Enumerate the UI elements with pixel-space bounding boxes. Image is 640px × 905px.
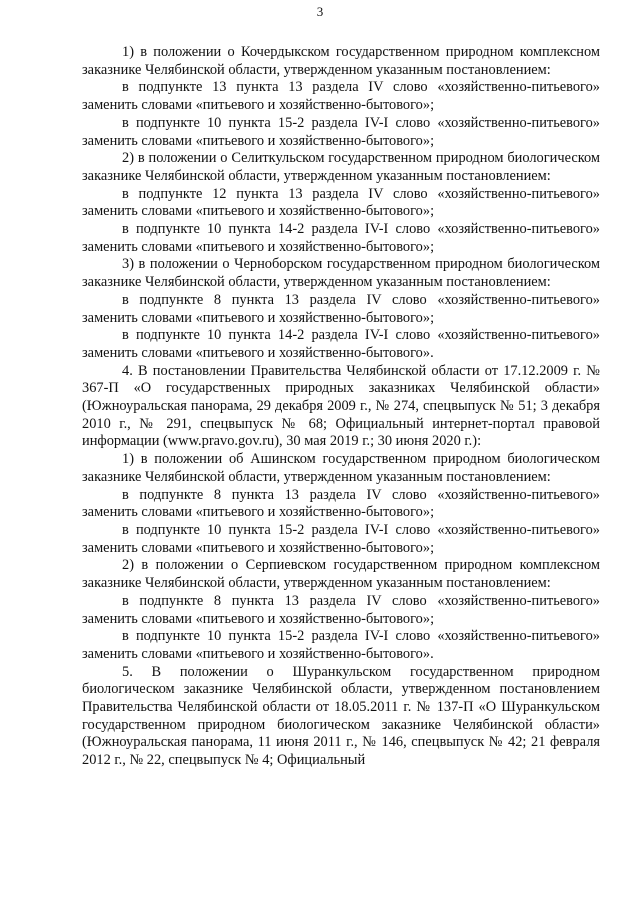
section-4-resolution: 4. В постановлении Правительства Челябинской области от 17.12.2009 г. № 367-П «О государственных природных заказниках Челябинской области» (Южноуральская панорама, 29 декабря 2009 г., № 274, спецвыпуск № 51; 3 декабря 2010 г., № 291, спецвыпуск № 68; Официальный интернет-портал правовой информации (www.pravo.gov.ru), 30 мая 2019 г.; 30 июня 2020 г.):	[82, 362, 600, 450]
section-4-item-2-amend-a: в подпункте 8 пункта 13 раздела IV слово «хозяйственно-питьевого» заменить словами «питьевого и хозяйственно-бытового»;	[82, 592, 600, 627]
paragraph-2-selitkul-intro: 2) в положении о Селиткульском государственном природном биологическом заказнике Челябинской области, утвержденном указанным постановлением:	[82, 150, 600, 184]
paragraph-3-amend-b: в подпункте 10 пункта 14-2 раздела IV-I слово «хозяйственно-питьевого» заменить словами «питьевого и хозяйственно-бытового».	[82, 327, 600, 361]
paragraph-1-amend-a: в подпункте 13 пункта 13 раздела IV слово «хозяйственно-питьевого» заменить словами «питьевого и хозяйственно-бытового»;	[82, 79, 600, 114]
section-4-item-2-amend-b: в подпункте 10 пункта 15-2 раздела IV-I слово «хозяйственно-питьевого» заменить словами «питьевого и хозяйственно-бытового».	[82, 628, 600, 662]
paragraph-3-amend-a: в подпункте 8 пункта 13 раздела IV слово «хозяйственно-питьевого» заменить словами «питьевого и хозяйственно-бытового»;	[82, 291, 600, 326]
paragraph-1-amend-b: в подпункте 10 пункта 15-2 раздела IV-I слово «хозяйственно-питьевого» заменить словами «питьевого и хозяйственно-бытового»;	[82, 114, 600, 149]
section-5-shurankul: 5. В положении о Шуранкульском государственном природном биологическом заказнике Челябинской области, утвержденном постановлением Правительства Челябинской области от 18.05.2011 г. № 137-П «О Шуранкульском государственном природном биологическом заказнике Челябинской области» (Южноуральская панорама, 11 июня 2011 г., № 146, спецвыпуск № 42; 21 февраля 2012 г., № 22, спецвыпуск № 4; Официальный	[82, 663, 600, 769]
section-4-item-1-asha-intro: 1) в положении об Ашинском государственном природном биологическом заказнике Челябинской области, утвержденном указанным постановлением:	[82, 451, 600, 485]
document-body	[82, 44, 600, 770]
paragraph-1-kocherdyk-intro: 1) в положении о Кочердыкском государственном природном комплексном заказнике Челябинской области, утвержденном указанным постановлением:	[82, 44, 600, 78]
section-4-item-2-serpievsk-intro: 2) в положении о Серпиевском государственном природном комплексном заказнике Челябинской области, утвержденном указанным постановлением:	[82, 557, 600, 592]
paragraph-2-amend-b: в подпункте 10 пункта 14-2 раздела IV-I слово «хозяйственно-питьевого» заменить словами «питьевого и хозяйственно-бытового»;	[82, 221, 600, 255]
paragraph-3-chernobor-intro: 3) в положении о Черноборском государственном природном биологическом заказнике Челябинской области, утвержденном указанным постановлением:	[82, 256, 600, 291]
section-4-item-1-amend-a: в подпункте 8 пункта 13 раздела IV слово «хозяйственно-питьевого» заменить словами «питьевого и хозяйственно-бытового»;	[82, 486, 600, 521]
section-4-item-1-amend-b: в подпункте 10 пункта 15-2 раздела IV-I слово «хозяйственно-питьевого» заменить словами «питьевого и хозяйственно-бытового»;	[82, 521, 600, 556]
page-number: 3	[316, 4, 324, 19]
paragraph-2-amend-a: в подпункте 12 пункта 13 раздела IV слово «хозяйственно-питьевого» заменить словами «питьевого и хозяйственно-бытового»;	[82, 185, 600, 220]
